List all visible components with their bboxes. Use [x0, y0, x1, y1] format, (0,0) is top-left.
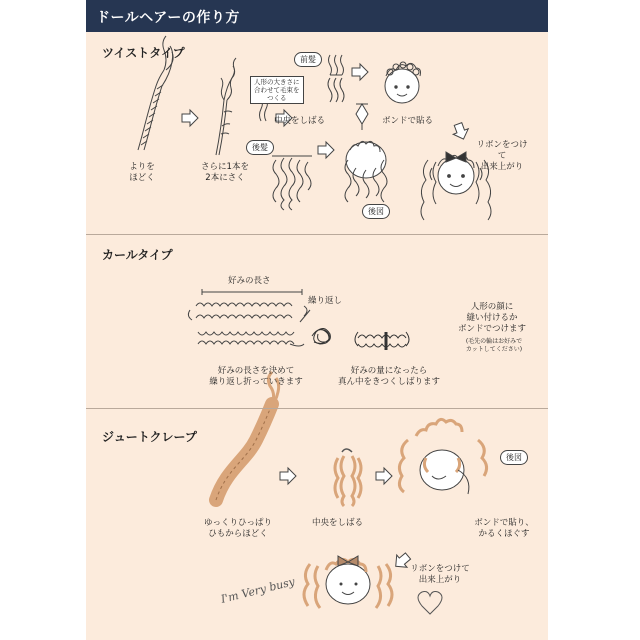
section-divider [86, 234, 548, 235]
curl-length-label: 好みの長さ [228, 276, 271, 286]
curl-step2-label: 好みの量になったら 真ん中をきつくしばります [337, 366, 440, 387]
face-front-illustration [385, 62, 421, 103]
jute-head-illustration [399, 419, 486, 494]
section-title-curl: カールタイプ [102, 248, 173, 262]
curl-step1-label: 好みの長さを決めて 繰り返し折っていきます [209, 366, 303, 387]
finished-doll-jute-illustration [304, 556, 392, 608]
glue-bottle-icon [356, 104, 368, 130]
jute-tied-bundle-illustration [335, 449, 361, 506]
arrow-icon [352, 64, 368, 80]
jute-rope-illustration [216, 372, 279, 500]
jute-step1-label: ゆっくりひっぱり ひもからほどく [204, 518, 272, 539]
front-bundle-illustration [328, 55, 344, 102]
twist-glue-label: ボンドで貼る [382, 116, 434, 126]
back-hair-tag: 後髪 [246, 140, 274, 155]
front-hair-tag: 前髪 [294, 52, 322, 67]
arrow-icon [318, 142, 334, 158]
section-divider [86, 408, 548, 409]
curl-step3-note: (毛先の輪はお好みで カットしてください) [465, 338, 523, 353]
arrow-icon [182, 110, 198, 126]
curl-bundle-illustration [312, 328, 330, 344]
twist-tie-label: 中央をしばる [274, 116, 326, 126]
jute-tie-label: 中央をしばる [312, 518, 364, 528]
handwritten-note: I'm Very busy [219, 575, 297, 606]
jute-glue-label: ボンドで貼り、 かるくほぐす [474, 518, 534, 539]
bundle-size-note: 人形の大きさに 合わせて毛束を つくる [250, 76, 304, 104]
arrow-icon [376, 468, 392, 484]
arrow-icon [450, 121, 471, 142]
split-strand-illustration [216, 58, 236, 155]
heart-icon [418, 592, 442, 615]
arrow-icon [280, 468, 296, 484]
twist-step1-label: よりを ほどく [129, 162, 155, 183]
twist-ribbon-label: リボンをつけて 出来上がり [476, 140, 528, 172]
curl-step3-label: 人形の顔に 縫い付けるか ボンドでつけます [457, 302, 526, 334]
twist-back-view-tag: 後図 [362, 204, 390, 219]
jute-back-view-tag: 後図 [500, 450, 528, 465]
curl-repeat-label: 繰り返し [308, 296, 343, 306]
curl-loops-illustration [188, 289, 310, 346]
back-hair-strands [272, 156, 312, 210]
section-title-jute: ジュートクレープ [102, 430, 197, 444]
jute-ribbon-label: リボンをつけて 出来上がり [410, 564, 470, 585]
section-title-twist: ツイストタイプ [102, 46, 185, 60]
instruction-page [86, 0, 548, 640]
page-title: ドールヘアーの作り方 [96, 10, 240, 26]
twist-step2-label: さらに1本を 2本にさく [201, 162, 249, 183]
back-view-head-illustration [345, 141, 387, 202]
curl-tied-bundle-illustration [355, 332, 409, 350]
